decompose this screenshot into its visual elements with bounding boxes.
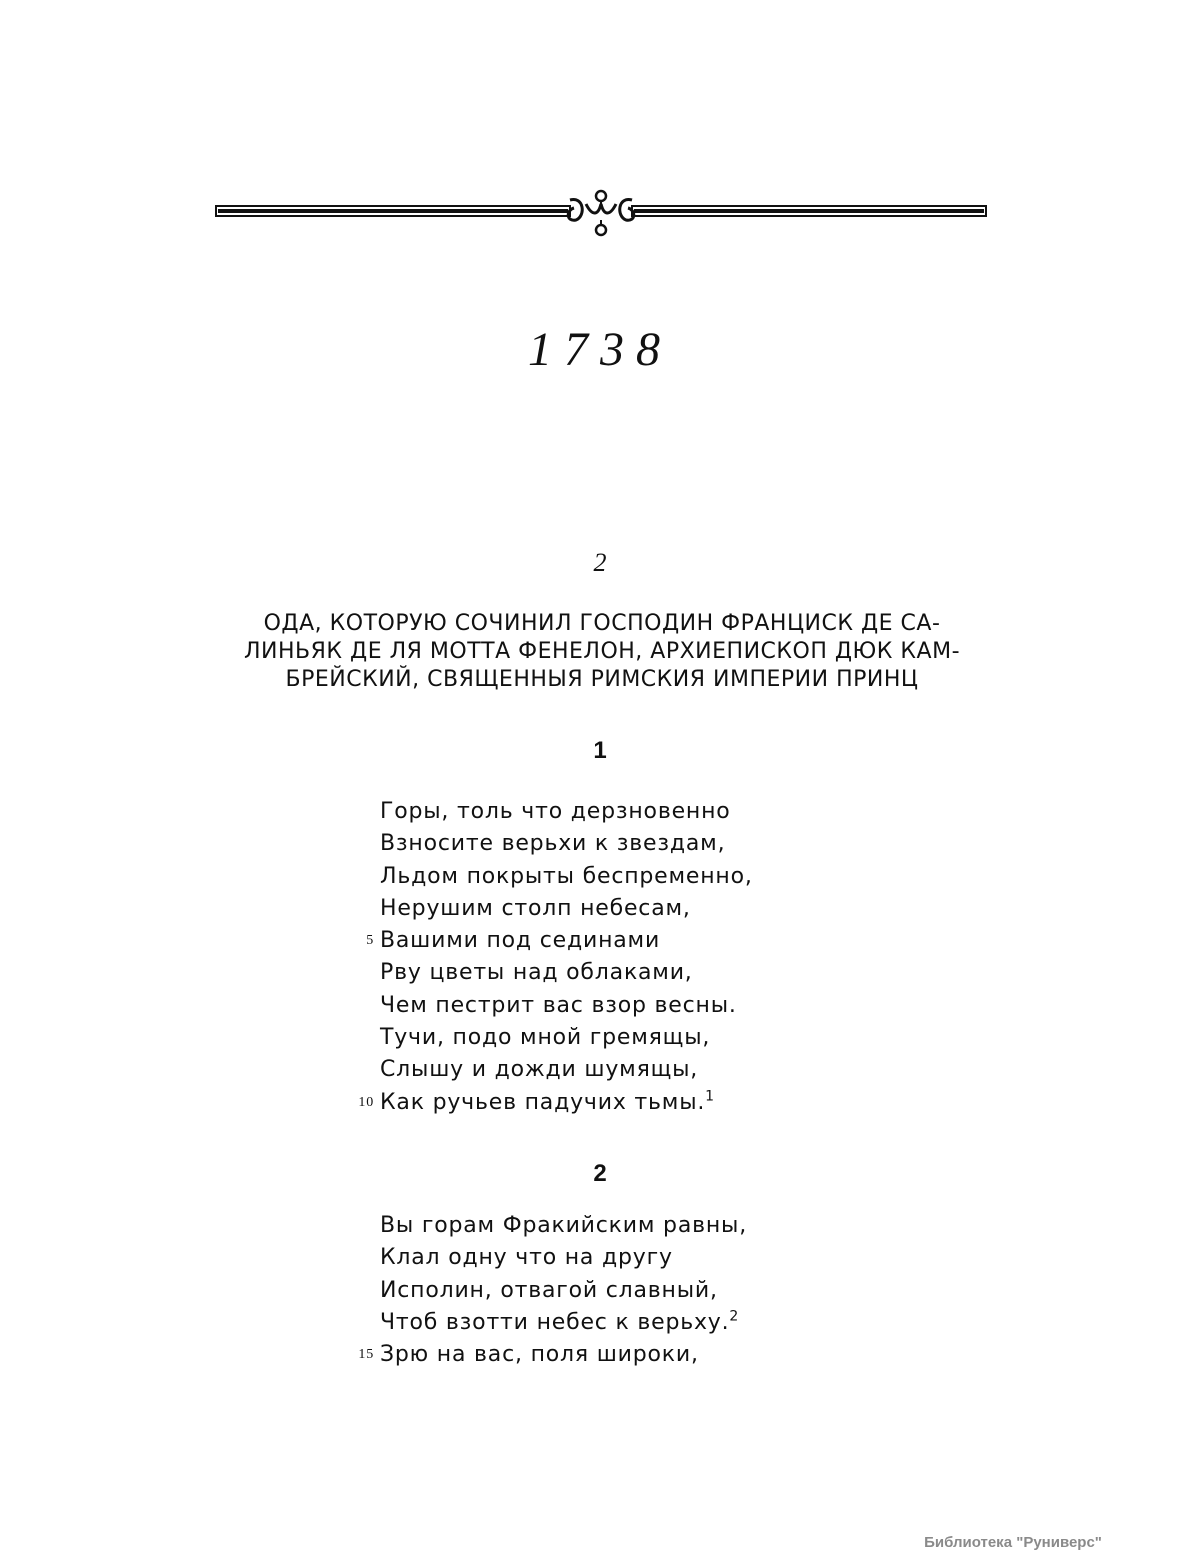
verse-line [380, 1242, 900, 1274]
verse-line [380, 1054, 900, 1086]
verse-text: Чтоб взотти небес к верьху. [380, 1309, 730, 1335]
verse-text: Клал одну что на другу [380, 1245, 673, 1271]
footnote-marker[interactable]: 2 [729, 1308, 740, 1325]
verse-text: Рву цветы над облаками, [380, 960, 693, 986]
title-line: БРЕЙСКИЙ, СВЯЩЕННЫЯ РИМСКИЯ ИМПЕРИИ ПРИНЦ [285, 667, 919, 692]
verse-line [380, 861, 900, 893]
verse-line [380, 828, 900, 860]
year-heading: 1738 [528, 323, 672, 376]
library-watermark: Библиотека "Руниверс" [924, 1534, 1102, 1551]
ornament-divider [214, 186, 988, 242]
verse-line [358, 1339, 900, 1371]
verse-text: Вы горам Фракийским равны, [380, 1213, 748, 1238]
verse-text: Как ручьев падучих тьмы. [380, 1089, 706, 1115]
verse-text: Нерушим столп небесам, [380, 895, 691, 921]
verse-line [380, 1210, 900, 1242]
title-line: ЛИНЬЯК ДЕ ЛЯ МОТТА ФЕНЕЛОН, АРХИЕПИСКОП ДЮК КАМ- [243, 639, 961, 664]
stanza-2 [358, 1210, 900, 1371]
poem-number: 2 [593, 548, 607, 577]
verse-line [380, 796, 900, 828]
verse-line [366, 925, 900, 957]
verse-text: Тучи, подо мной гремящы, [380, 1025, 711, 1051]
verse-line [380, 957, 900, 989]
footnote-marker[interactable]: 1 [705, 1088, 715, 1105]
verse-text: Льдом покрыты беспременно, [380, 863, 753, 889]
line-number: 15 [358, 1347, 374, 1363]
verse-text: Чем пестрит вас взор весны. [380, 992, 737, 1018]
stanza-number: 2 [593, 1160, 607, 1187]
verse-text: Зрю на вас, поля широки, [380, 1342, 699, 1368]
verse-line [380, 1307, 900, 1339]
verse-text: Вашими под сединами [380, 928, 661, 954]
verse-line [380, 893, 900, 925]
line-number: 5 [366, 933, 374, 949]
verse-line [380, 1275, 900, 1307]
verse-line [380, 1022, 900, 1054]
verse-line [358, 1087, 900, 1119]
stanza-number: 1 [593, 737, 607, 764]
stanza-1 [358, 796, 900, 1119]
poem-title [212, 610, 992, 694]
verse-text: Исполин, отвагой славный, [380, 1277, 718, 1303]
verse-text: Горы, толь что дерзновенно [380, 799, 731, 824]
verse-text: Взносите верьхи к звездам, [380, 831, 726, 857]
line-number: 10 [358, 1094, 374, 1110]
verse-text: Слышу и дожди шумящы, [380, 1057, 699, 1083]
verse-line [380, 990, 900, 1022]
title-line: ОДА, КОТОРУЮ СОЧИНИЛ ГОСПОДИН ФРАНЦИСК ДЕ СА- [263, 611, 941, 636]
